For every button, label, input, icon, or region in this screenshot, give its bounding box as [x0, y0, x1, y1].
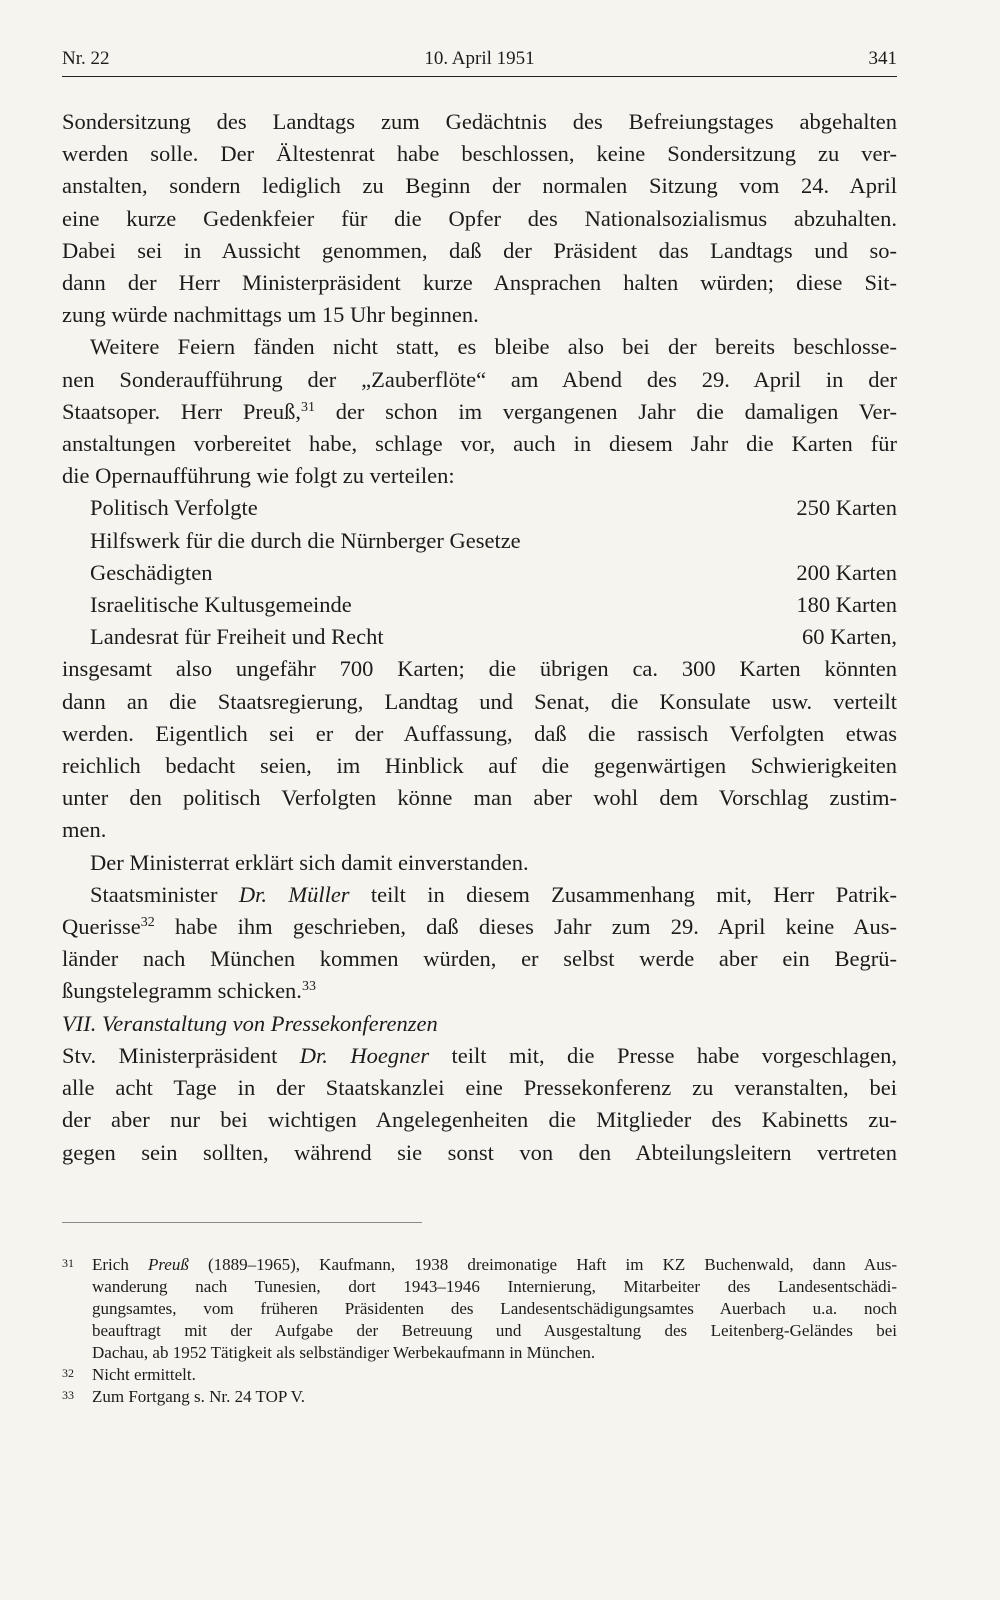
distribution-label: Israelitische Kultusgemeinde: [90, 592, 352, 618]
distribution-row: [62, 589, 897, 621]
footnote-31: [62, 1254, 897, 1364]
text-span: Staatsminister: [90, 881, 239, 907]
footnote-line: wanderung nach Tunesien, dort 1943–1946 Internierung, Mitarbeiter des Landesentschädi-: [92, 1277, 897, 1296]
text-line: der aber nur bei wichtigen Angelegenheiten die Mitglieder des Kabinetts zu-: [62, 1107, 897, 1133]
footnote-text: [92, 1364, 897, 1386]
page-number: 341: [868, 48, 897, 69]
distribution-label: Politisch Verfolgte: [90, 495, 258, 521]
text-line: Sondersitzung des Landtags zum Gedächtnis des Befreiungstages abgehalten: [62, 109, 897, 134]
distribution-count: 180 Karten: [796, 592, 897, 618]
distribution-count: 60 Karten,: [802, 624, 897, 650]
section-heading: VII. Veranstaltung von Pressekonferenzen: [62, 1010, 438, 1036]
text-span: Staatsoper. Herr Preuß,: [62, 398, 301, 424]
text-span: Stv. Ministerpräsident: [62, 1042, 300, 1068]
footnote-number: 31: [62, 1256, 74, 1270]
text-line: Der Ministerrat erklärt sich damit einverstanden.: [90, 849, 529, 875]
text-line: men.: [62, 817, 107, 843]
footnote-text: [92, 1254, 897, 1364]
person-name: Dr. Hoegner: [299, 1042, 430, 1068]
text-span: habe ihm geschrieben, daß dieses Jahr zum 29. April keine Aus-: [154, 914, 897, 940]
text-span: Erich: [92, 1255, 148, 1274]
footnote-ref-33: 33: [301, 979, 316, 995]
issue-number: Nr. 22: [62, 48, 110, 69]
footnote-number: 33: [62, 1388, 74, 1402]
text-line: [62, 879, 897, 911]
footnote-line: beauftragt mit der Aufgabe der Betreuung und Ausgestaltung des Leitenberg-Geländes bei: [92, 1321, 897, 1340]
footnote-line: gungsamtes, vom früheren Präsidenten des Landesentschädigungsamtes Auerbach u.a. noch: [92, 1299, 897, 1318]
text-line: zung würde nachmittags um 15 Uhr beginnen.: [62, 302, 479, 328]
text-line: Weitere Feiern fänden nicht statt, es bleibe also bei der bereits beschlosse-: [90, 334, 897, 360]
text-line: dann der Herr Ministerpräsident kurze Ansprachen halten würden; diese Sit-: [62, 270, 897, 296]
header-date: 10. April 1951: [424, 48, 535, 69]
footnotes: [62, 1254, 897, 1408]
distribution-row: [62, 621, 897, 653]
distribution-count: 250 Karten: [796, 495, 897, 521]
footnote-divider: [62, 1222, 422, 1223]
text-span: (1889–1965), Kaufmann, 1938 dreimonatige Haft im KZ Buchenwald, dann Aus-: [188, 1255, 897, 1274]
text-line: werden solle. Der Ältestenrat habe beschlossen, keine Sondersitzung zu ver-: [62, 141, 897, 167]
footnote-number: 32: [62, 1366, 74, 1380]
text-line: dann an die Staatsregierung, Landtag und Senat, die Konsulate usw. verteilt: [62, 688, 897, 714]
distribution-row: [62, 557, 897, 589]
footnote-text: [92, 1386, 897, 1408]
text-line: [62, 911, 897, 943]
footnote-ref-31: 31: [300, 399, 315, 415]
distribution-label: Geschädigten: [90, 559, 213, 585]
footnote-32: [62, 1364, 897, 1386]
text-line: [62, 396, 897, 428]
text-line: werden. Eigentlich sei er der Auffassung, daß die rassisch Verfolgten etwas: [62, 720, 897, 746]
text-line: unter den politisch Verfolgten könne man aber wohl dem Vorschlag zustim-: [62, 785, 897, 811]
footnote-line: Dachau, ab 1952 Tätigkeit als selbständiger Werbekaufmann in München.: [92, 1343, 596, 1362]
text-line: länder nach München kommen würden, er selbst werde aber ein Begrü-: [62, 946, 897, 972]
running-header: [62, 44, 897, 77]
footnote-line: [92, 1254, 897, 1276]
footnote-line: Zum Fortgang s. Nr. 24 TOP V.: [92, 1387, 306, 1406]
text-span: ßungstelegramm schicken.: [62, 978, 302, 1004]
text-line: [62, 1040, 897, 1072]
text-line: nen Sonderaufführung der „Zauberflöte“ am Abend des 29. April in der: [62, 366, 897, 392]
distribution-count: 200 Karten: [796, 559, 897, 585]
person-name: Preuß: [147, 1255, 189, 1274]
distribution-label: Landesrat für Freiheit und Recht: [90, 624, 384, 650]
footnote-line: Nicht ermittelt.: [92, 1365, 196, 1384]
distribution-label: Hilfswerk für die durch die Nürnberger Gesetze: [90, 527, 521, 553]
person-name: Dr. Müller: [238, 881, 350, 907]
text-line: eine kurze Gedenkfeier für die Opfer des Nationalsozialismus abzuhalten.: [62, 205, 897, 231]
text-line: [62, 975, 897, 1007]
text-line: die Opernaufführung wie folgt zu verteilen:: [62, 463, 455, 489]
footnote-ref-32: 32: [140, 915, 155, 931]
distribution-row: [62, 525, 897, 557]
text-line: anstaltungen vorbereitet habe, schlage vor, auch in diesem Jahr die Karten für: [62, 431, 897, 457]
main-text: [62, 106, 897, 1169]
text-line: reichlich bedacht seien, im Hinblick auf die gegenwärtigen Schwierigkeiten: [62, 753, 897, 779]
text-line: alle acht Tage in der Staatskanzlei eine Pressekonferenz zu veranstalten, bei: [62, 1075, 897, 1101]
text-span: der schon im vergangenen Jahr die damaligen Ver-: [314, 398, 897, 424]
distribution-row: [62, 492, 897, 524]
text-line: anstalten, sondern lediglich zu Beginn der normalen Sitzung vom 24. April: [62, 173, 897, 199]
footnote-33: [62, 1386, 897, 1408]
text-line: insgesamt also ungefähr 700 Karten; die übrigen ca. 300 Karten könnten: [62, 656, 897, 682]
text-span: teilt mit, die Presse habe vorgeschlagen,: [429, 1042, 897, 1068]
text-span: Querisse: [62, 914, 141, 940]
text-span: teilt in diesem Zusammenhang mit, Herr Patrik-: [349, 881, 897, 907]
text-line: Dabei sei in Aussicht genommen, daß der Präsident das Landtags und so-: [62, 237, 897, 263]
text-line: gegen sein sollten, während sie sonst von den Abteilungsleitern vertreten: [62, 1139, 897, 1165]
